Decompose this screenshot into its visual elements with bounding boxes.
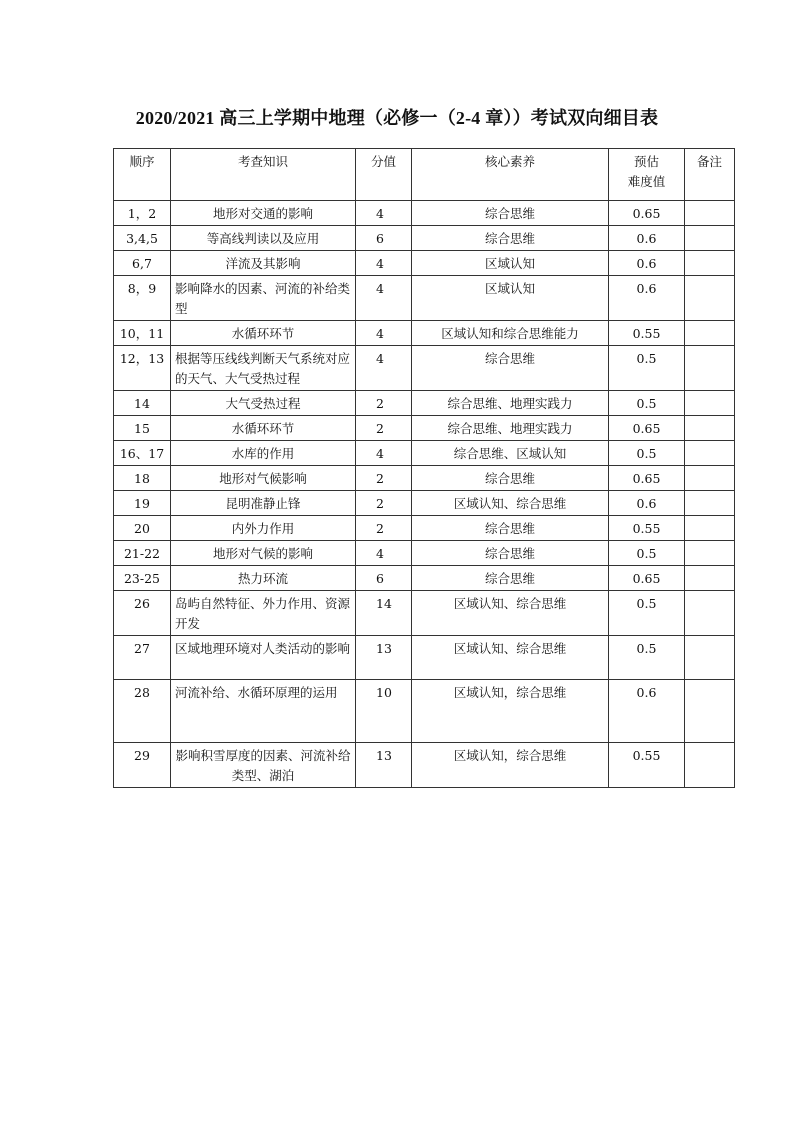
cell-order: 21-22 [114,541,171,566]
cell-order: 10，11 [114,321,171,346]
table-row [114,391,735,416]
cell-difficulty: 0.6 [609,491,685,516]
cell-difficulty: 0.65 [609,201,685,226]
cell-knowledge: 区域地理环境对人类活动的影响 [171,636,356,680]
cell-knowledge: 洋流及其影响 [171,251,356,276]
cell-remarks [685,516,735,541]
cell-score: 4 [356,321,412,346]
cell-score: 4 [356,346,412,391]
cell-score: 4 [356,251,412,276]
cell-difficulty: 0.55 [609,743,685,788]
document-title: 2020/2021 高三上学期中地理（必修一（2-4 章））考试双向细目表 [135,108,659,128]
exam-specification-table [113,148,735,788]
cell-knowledge: 地形对气候的影响 [171,541,356,566]
cell-competency: 区域认知、综合思维 [412,636,609,680]
cell-order: 6,7 [114,251,171,276]
cell-competency: 区域认知、综合思维 [412,491,609,516]
cell-score: 2 [356,391,412,416]
table-header-row [114,149,735,201]
table-row [114,680,735,743]
cell-difficulty: 0.65 [609,466,685,491]
cell-knowledge: 根据等压线线判断天气系统对应的天气、大气受热过程 [171,346,356,391]
cell-order: 28 [114,680,171,743]
cell-knowledge: 地形对气候影响 [171,466,356,491]
cell-difficulty: 0.55 [609,516,685,541]
cell-order: 27 [114,636,171,680]
cell-order: 12，13 [114,346,171,391]
cell-score: 2 [356,466,412,491]
cell-score: 14 [356,591,412,636]
table-row [114,591,735,636]
header-order: 顺序 [114,149,171,201]
table-row [114,491,735,516]
cell-score: 13 [356,743,412,788]
cell-knowledge: 水循环环节 [171,416,356,441]
cell-score: 6 [356,566,412,591]
cell-knowledge: 影响降水的因素、河流的补给类型 [171,276,356,321]
table-row [114,251,735,276]
cell-order: 29 [114,743,171,788]
table-row [114,201,735,226]
cell-order: 15 [114,416,171,441]
cell-remarks [685,226,735,251]
cell-difficulty: 0.6 [609,226,685,251]
cell-difficulty: 0.55 [609,321,685,346]
header-score: 分值 [356,149,412,201]
cell-competency: 综合思维 [412,516,609,541]
cell-order: 19 [114,491,171,516]
cell-knowledge: 水库的作用 [171,441,356,466]
cell-score: 2 [356,491,412,516]
cell-difficulty: 0.5 [609,391,685,416]
cell-competency: 综合思维 [412,226,609,251]
cell-knowledge: 等高线判读以及应用 [171,226,356,251]
cell-knowledge: 地形对交通的影响 [171,201,356,226]
cell-competency: 综合思维、区域认知 [412,441,609,466]
cell-difficulty: 0.6 [609,680,685,743]
cell-remarks [685,591,735,636]
cell-remarks [685,321,735,346]
cell-score: 4 [356,441,412,466]
cell-score: 2 [356,516,412,541]
cell-difficulty: 0.5 [609,346,685,391]
cell-competency: 综合思维、地理实践力 [412,391,609,416]
cell-remarks [685,743,735,788]
cell-competency: 区域认知 [412,251,609,276]
cell-score: 2 [356,416,412,441]
cell-knowledge: 河流补给、水循环原理的运用 [171,680,356,743]
table-row [114,566,735,591]
cell-competency: 区域认知，综合思维 [412,680,609,743]
cell-competency: 区域认知和综合思维能力 [412,321,609,346]
table-row [114,516,735,541]
cell-order: 14 [114,391,171,416]
cell-remarks [685,466,735,491]
cell-difficulty: 0.5 [609,636,685,680]
cell-order: 23-25 [114,566,171,591]
header-difficulty [609,149,685,201]
cell-remarks [685,201,735,226]
cell-difficulty: 0.5 [609,591,685,636]
cell-score: 4 [356,541,412,566]
table-row [114,226,735,251]
cell-score: 13 [356,636,412,680]
cell-remarks [685,441,735,466]
cell-order: 1，2 [114,201,171,226]
cell-order: 20 [114,516,171,541]
cell-knowledge: 大气受热过程 [171,391,356,416]
cell-competency: 综合思维 [412,541,609,566]
cell-competency: 综合思维 [412,346,609,391]
cell-score: 4 [356,276,412,321]
cell-competency: 区域认知、综合思维 [412,591,609,636]
cell-remarks [685,491,735,516]
cell-competency: 综合思维 [412,566,609,591]
cell-score: 10 [356,680,412,743]
cell-competency: 综合思维 [412,466,609,491]
cell-competency: 区域认知，综合思维 [412,743,609,788]
cell-difficulty: 0.6 [609,251,685,276]
cell-difficulty: 0.65 [609,566,685,591]
table-row [114,636,735,680]
cell-difficulty: 0.5 [609,441,685,466]
table-row [114,276,735,321]
cell-knowledge: 内外力作用 [171,516,356,541]
cell-order: 3,4,5 [114,226,171,251]
cell-knowledge: 影响积雪厚度的因素、河流补给类型、湖泊 [171,743,356,788]
cell-order: 8，9 [114,276,171,321]
header-difficulty-line2: 难度值 [627,174,666,189]
header-knowledge: 考查知识 [171,149,356,201]
cell-competency: 综合思维、地理实践力 [412,416,609,441]
cell-remarks [685,541,735,566]
cell-remarks [685,251,735,276]
table-row [114,743,735,788]
cell-remarks [685,276,735,321]
cell-knowledge: 热力环流 [171,566,356,591]
cell-order: 26 [114,591,171,636]
cell-knowledge: 昆明准静止锋 [171,491,356,516]
cell-order: 18 [114,466,171,491]
cell-order: 16、17 [114,441,171,466]
header-difficulty-line1: 预估 [633,154,659,169]
cell-competency: 综合思维 [412,201,609,226]
cell-difficulty: 0.65 [609,416,685,441]
cell-difficulty: 0.5 [609,541,685,566]
cell-remarks [685,680,735,743]
cell-remarks [685,346,735,391]
table-row [114,466,735,491]
cell-remarks [685,566,735,591]
table-row [114,441,735,466]
cell-remarks [685,391,735,416]
cell-remarks [685,416,735,441]
cell-score: 6 [356,226,412,251]
table-row [114,346,735,391]
cell-score: 4 [356,201,412,226]
cell-difficulty: 0.6 [609,276,685,321]
cell-knowledge: 岛屿自然特征、外力作用、资源开发 [171,591,356,636]
table-row [114,416,735,441]
table-row [114,321,735,346]
header-competency: 核心素养 [412,149,609,201]
cell-competency: 区域认知 [412,276,609,321]
cell-knowledge: 水循环环节 [171,321,356,346]
cell-remarks [685,636,735,680]
header-remarks: 备注 [685,149,735,201]
table-row [114,541,735,566]
